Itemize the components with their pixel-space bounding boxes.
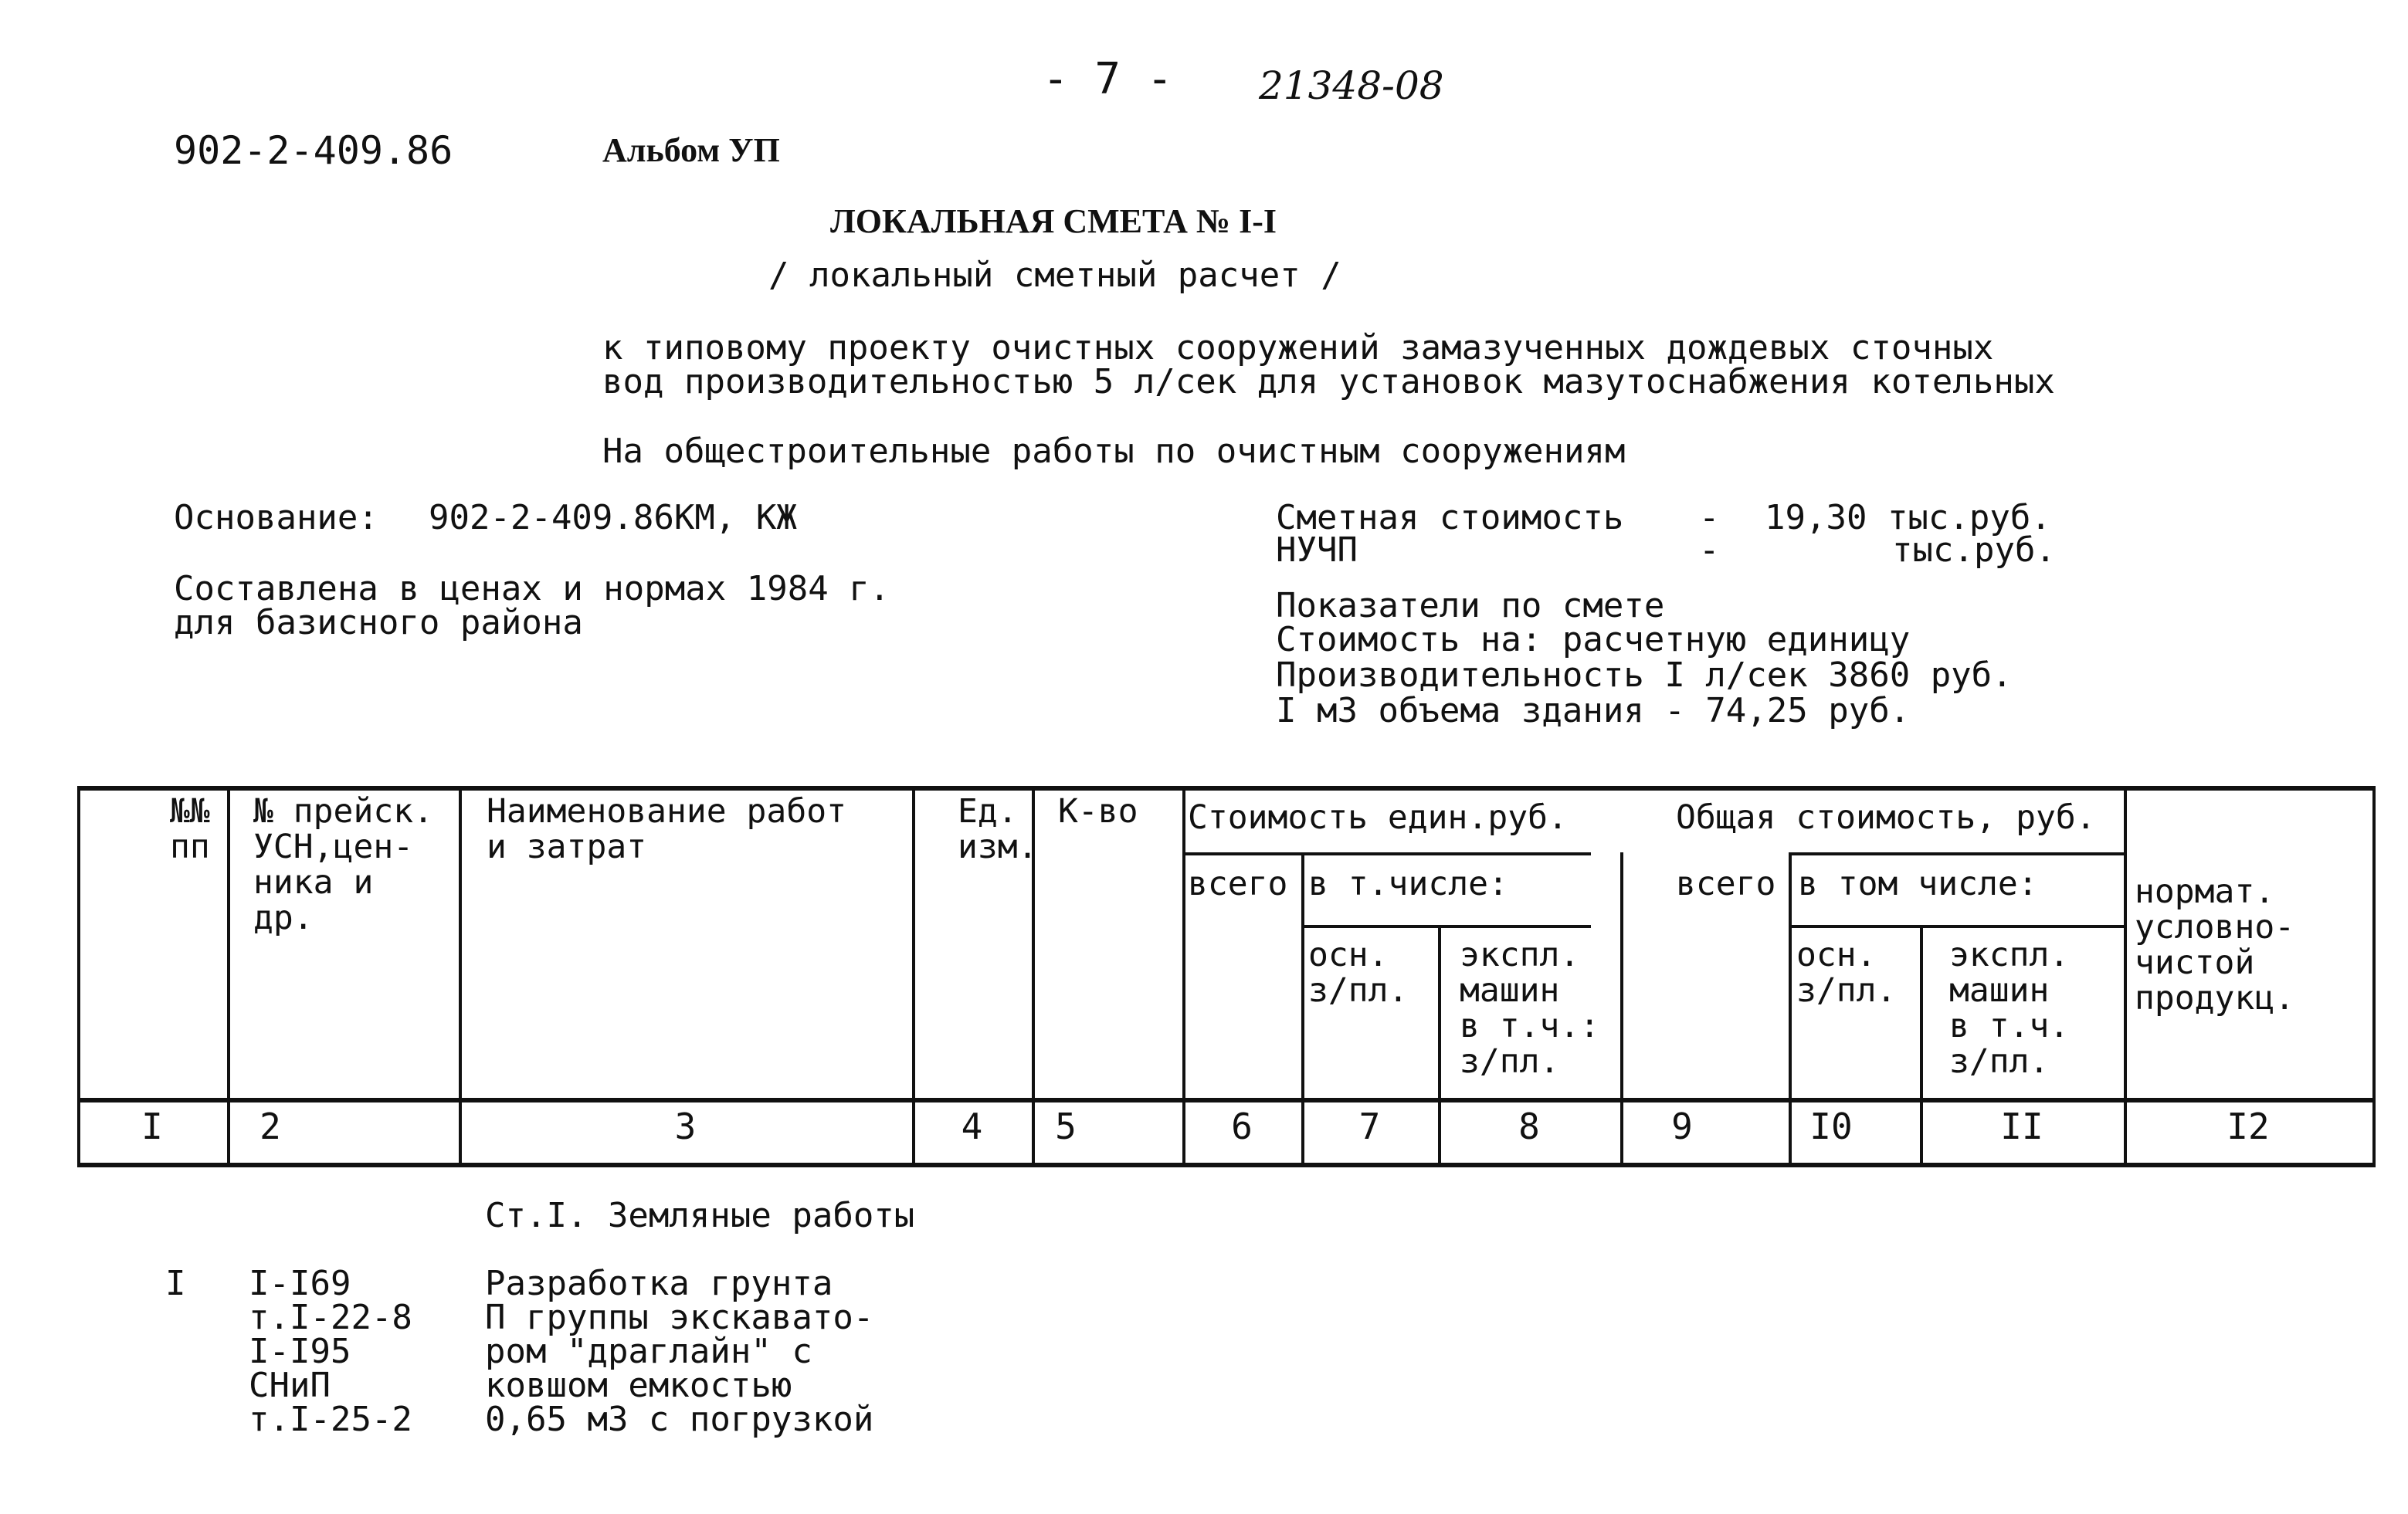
work-line-1: Разработка грунта [485,1264,833,1303]
header-row-number: №№ пп [170,792,210,866]
header-quantity: К-во [1058,792,1138,831]
column-number-12: I2 [2227,1106,2270,1147]
prices-line-1: Составлена в ценах и нормах 1984 г. [174,569,890,608]
nuchp-value: тыс.руб. [1892,530,2056,570]
column-number-2: 2 [259,1106,281,1147]
table-subheader-rule-3 [1301,925,1591,928]
table-header-bottom [77,1098,2376,1102]
nuchp-label: НУЧП [1276,530,1358,570]
document-subtitle: / локальный сметный расчет / [768,256,1341,295]
column-number-9: 9 [1671,1106,1693,1147]
column-number-1: I [141,1106,163,1147]
description-line-1: к типовому проекту очистных сооружений замазученных дождевых сточных [602,328,1994,367]
indicators-heading: Показатели по смете [1276,586,1665,625]
description-line-3: На общестроительные работы по очистным сооружениям [602,432,1626,471]
header-total-cost: Общая стоимость, руб. [1676,798,2096,837]
volume-cost: I м3 объема здания - 74,25 руб. [1276,691,1911,730]
table-right-border [2372,786,2376,1166]
work-line-3: ром "драглайн" с [485,1332,812,1371]
table-bottom-border [77,1163,2376,1167]
column-number-3: 3 [674,1106,697,1147]
header-total-including: в том числе: [1798,865,2038,903]
header-unit-cost: Стоимость един.руб. [1188,798,1568,837]
ref-line-1: I-I69 [249,1264,351,1303]
table-subheader-rule-4 [1789,925,2127,928]
header-unit-machines: экспл. машин в т.ч.: з/пл. [1460,936,1600,1081]
header-unit-all: всего [1188,865,1288,903]
album-label: Альбом УП [602,131,780,169]
column-number-6: 6 [1231,1106,1253,1147]
header-price-ref: № прейск. УСН,цен- ника и др. [253,792,433,937]
estimated-cost-label: Сметная стоимость [1276,498,1624,537]
table-subheader-rule-2 [1789,852,2127,855]
col-divider-1 [227,786,230,1166]
project-code: 902-2-409.86 [174,128,453,173]
column-number-4: 4 [961,1106,983,1147]
estimate-table [77,786,2376,1166]
header-total-machines: экспл. машин в т.ч. з/пл. [1949,936,2070,1081]
header-net-production: нормат. условно- чистой продукц. [2135,872,2295,1018]
header-work-name: Наименование работ и затрат [487,792,846,866]
ref-line-4: СНиП [249,1366,331,1405]
description-line-2: вод производительностью 5 л/сек для установок мазутоснабжения котельных [602,362,2055,401]
document-title: ЛОКАЛЬНАЯ СМЕТА № I-I [830,202,1277,240]
ref-line-3: I-I95 [249,1332,351,1371]
productivity-cost: Производительность I л/сек 3860 руб. [1276,655,2013,695]
estimated-cost-value: 19,30 тыс.руб. [1765,498,2051,537]
prices-line-2: для базисного района [174,603,583,642]
header-unit-base-wage: осн. з/пл. [1308,936,1409,1010]
column-number-10: I0 [1809,1106,1853,1147]
column-number-5: 5 [1055,1106,1077,1147]
table-subheader-rule-1 [1182,852,1591,855]
header-total-all: всего [1676,865,1776,903]
section-title: Ст.I. Земляные работы [485,1196,915,1235]
basis-label: Основание: [174,498,378,537]
column-number-7: 7 [1358,1106,1381,1147]
header-total-base-wage: осн. з/пл. [1796,936,1897,1010]
column-number-11: II [2000,1106,2043,1147]
nuchp-dash: - [1699,530,1720,570]
table-top-border [77,786,2376,791]
basis-value: 902-2-409.86КМ, КЖ [429,498,797,537]
page-number: - 7 - [1043,54,1173,104]
header-unit-including: в т.числе: [1308,865,1508,903]
work-line-5: 0,65 м3 с погрузкой [485,1400,874,1439]
ref-line-5: т.I-25-2 [249,1400,412,1439]
handwritten-document-code: 21348-08 [1259,63,1444,108]
ref-line-2: т.I-22-8 [249,1298,412,1337]
estimated-cost-dash: - [1699,498,1720,537]
column-number-8: 8 [1518,1106,1540,1147]
work-line-4: ковшом емкостью [485,1366,792,1405]
work-line-2: П группы экскавато- [485,1298,874,1337]
header-unit: Ед. изм. [958,792,1038,866]
row-number: I [165,1264,186,1303]
cost-per-unit: Стоимость на: расчетную единицу [1276,620,1911,659]
